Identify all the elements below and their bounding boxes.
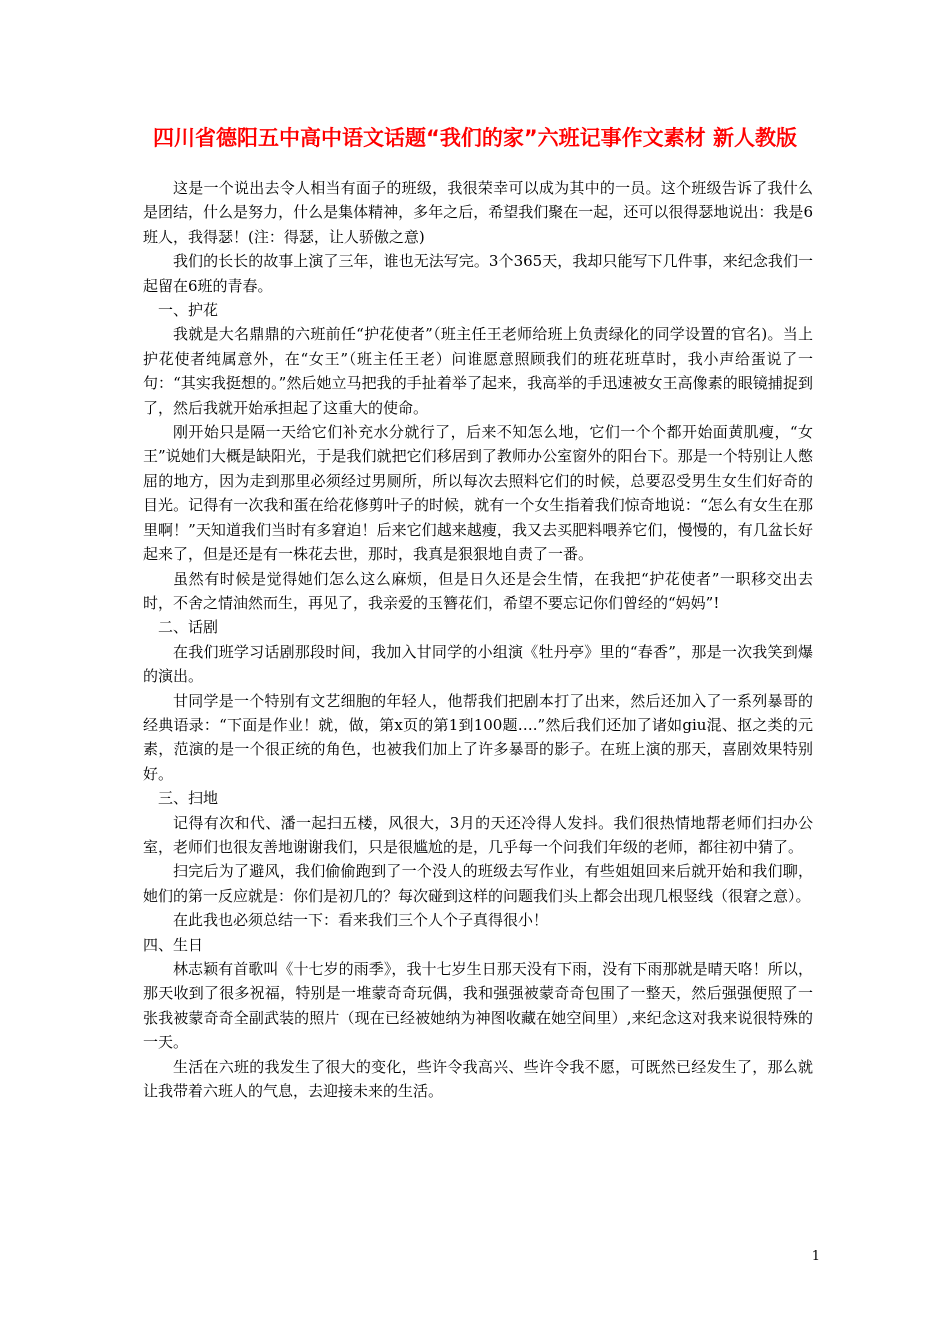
document-title: 四川省德阳五中高中语文话题“我们的家”六班记事作文素材 新人教版 [153, 126, 797, 150]
paragraph: 扫完后为了避风，我们偷偷跑到了一个没人的班级去写作业，有些姐姐回来后就开始和我们聊，她们的第一反应就是：你们是初几的？每次碰到这样的问题我们头上都会出现几根竖线（很窘之意）。 [143, 862, 813, 905]
paragraph: 刚开始只是隔一天给它们补充水分就行了，后来不知怎么地，它们一个个都开始面黄肌瘦，“女王”说她们大概是缺阳光，于是我们就把它们移居到了教师办公室窗外的阳台下。那是一个特别让人憋屈的地方，因为走到那里必须经过男厕所，所以每次去照料它们的时候，总要忍受男生女生们好奇的目光。记得有一次我和蛋在给花修剪叶子的时候，就有一个女生指着我们惊奇地说：“怎么有女生在那里啊！”天知道我们当时有多窘迫！后来它们越来越瘦，我又去买肥料喂养它们，慢慢的，有几盆长好起来了，但是还是有一株花去世，那时，我真是狠狠地自责了一番。 [143, 423, 813, 564]
paragraph: 我就是大名鼎鼎的六班前任“护花使者”（班主任王老师给班上负责绿化的同学设置的官名)。当上护花使者纯属意外，在“女王”（班主任王老）问谁愿意照顾我们的班花班草时，我小声给蛋说了一句：“其实我挺想的。”然后她立马把我的手扯着举了起来，我高举的手迅速被女王高像素的眼镜捕捉到了，然后我就开始承担起了这重大的使命。 [143, 325, 813, 417]
paragraph: 在此我也必须总结一下：看来我们三个人个子真得很小！ [173, 911, 549, 930]
section-heading: 四、生日 [143, 935, 204, 954]
paragraph: 虽然有时候是觉得她们怎么这么麻烦，但是日久还是会生情，在我把“护花使者”一职移交出去时，不舍之情油然而生，再见了，我亲爱的玉簪花们，希望不要忘记你们曾经的“妈妈”! [143, 569, 813, 612]
paragraph: 甘同学是一个特别有文艺细胞的年轻人，他帮我们把剧本打了出来，然后还加入了一系列暴哥的经典语录：“下面是作业！就，做，第x页的第1到100题….”然后我们还加了诸如giu混、抠之类的元素，范演的是一个很正统的角色，也被我们加上了许多暴哥的影子。在班上演的那天，喜剧效果特别好。 [143, 691, 813, 783]
paragraph: 林志颖有首歌叫《十七岁的雨季》，我十七岁生日那天没有下雨，没有下雨那就是晴天咯！所以，那天收到了很多祝福，特别是一堆蒙奇奇玩偶，我和强强被蒙奇奇包围了一整天，然后强强便照了一张我被蒙奇奇全副武装的照片（现在已经被她纳为神图收藏在她空间里）,来纪念这对我来说很特殊的一天。 [143, 960, 813, 1052]
paragraph: 生活在六班的我发生了很大的变化，些许令我高兴、些许令我不愿，可既然已经发生了，那么就让我带着六班人的气息，去迎接未来的生活。 [143, 1057, 813, 1101]
section-heading: 二、话剧 [158, 618, 219, 637]
section-heading: 三、扫地 [158, 789, 219, 808]
page-number: 1 [811, 1249, 820, 1264]
paragraph: 我们的长长的故事上演了三年，谁也无法写完。3个365天，我却只能写下几件事，来纪念我们一起留在6班的青春。 [143, 252, 813, 295]
paragraph: 记得有次和代、潘一起扫五楼，风很大，3月的天还冷得人发抖。我们很热情地帮老师们扫办公室，老师们也很友善地谢谢我们，只是很尴尬的是，几乎每一个问我们年级的老师，都往初中猜了。 [143, 813, 813, 856]
document-body [143, 176, 813, 1103]
section-heading: 一、护花 [158, 301, 219, 320]
paragraph: 在我们班学习话剧那段时间，我加入甘同学的小组演《牡丹亭》里的“春香”，那是一次我笑到爆的演出。 [143, 642, 813, 686]
paragraph: 这是一个说出去令人相当有面子的班级，我很荣幸可以成为其中的一员。这个班级告诉了我什么是团结，什么是努力，什么是集体精神，多年之后，希望我们聚在一起，还可以很得瑟地说出：我是6班人，我得瑟！(注：得瑟，让人骄傲之意) [143, 179, 813, 246]
